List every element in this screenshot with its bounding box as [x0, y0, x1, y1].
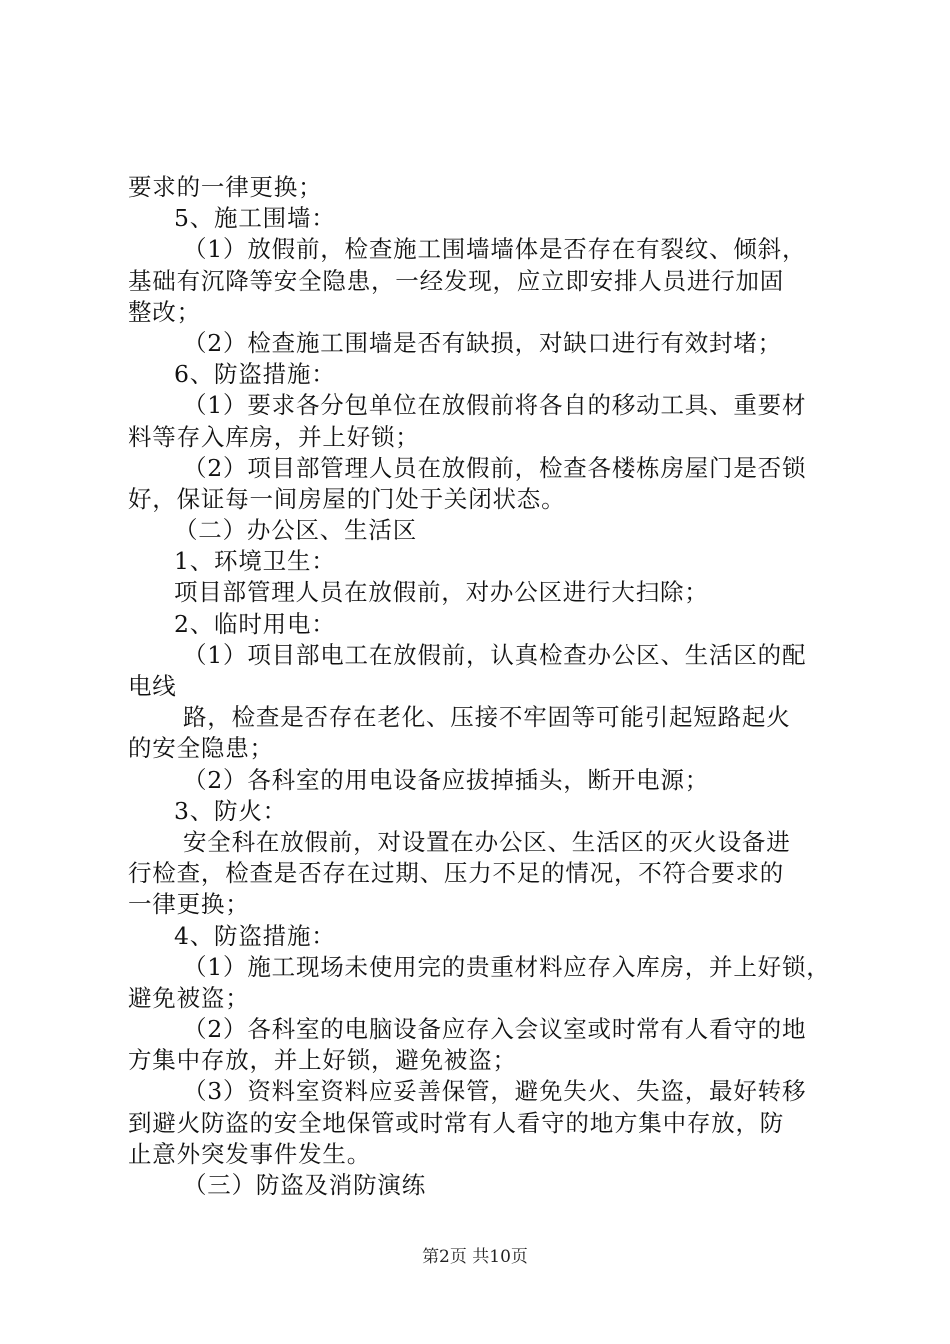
text-line: （2）检查施工围墙是否有缺损，对缺口进行有效封堵；: [183, 328, 782, 357]
text-line: 止意外突发事件发生。: [128, 1139, 371, 1168]
page-footer: 第2页 共10页: [422, 1247, 528, 1267]
text-line: 好，保证每一间房屋的门处于关闭状态。: [128, 484, 566, 513]
text-line: 3、防火：: [174, 796, 287, 825]
text-line: 4、防盗措施：: [174, 921, 336, 950]
text-line: 整改；: [128, 297, 201, 326]
text-line: 路，检查是否存在老化、压接不牢固等可能引起短路起火: [183, 703, 791, 732]
text-line: 要求的一律更换；: [128, 173, 323, 201]
text-line: 料等存入库房，并上好锁；: [128, 422, 420, 451]
text-line: （2）各科室的用电设备应拔掉插头，断开电源；: [183, 765, 710, 794]
text-line: （2）各科室的电脑设备应存入会议室或时常有人看守的地: [183, 1015, 807, 1044]
text-line: 6、防盗措施：: [174, 360, 336, 389]
text-line: （1）放假前，检查施工围墙墙体是否存在有裂纹、倾斜，: [183, 235, 807, 264]
text-line: （三）防盗及消防演练: [183, 1171, 426, 1199]
text-line: 项目部管理人员在放假前，对办公区进行大扫除；: [174, 578, 709, 607]
text-line: 安全科在放假前，对设置在办公区、生活区的灭火设备进: [183, 827, 791, 856]
text-line: 行检查，检查是否存在过期、压力不足的情况，不符合要求的: [128, 859, 785, 888]
text-line: 2、临时用电：: [174, 609, 336, 638]
text-line: 基础有沉降等安全隐患，一经发现，应立即安排人员进行加固: [128, 266, 785, 295]
text-line: 电线: [128, 672, 177, 700]
text-line: 方集中存放，并上好锁，避免被盗；: [128, 1046, 517, 1075]
text-line: （二）办公区、生活区: [174, 516, 417, 545]
text-line: （1）施工现场未使用完的贵重材料应存入库房，并上好锁，: [183, 952, 831, 981]
text-line: 一律更换；: [128, 890, 250, 919]
text-line: 到避火防盗的安全地保管或时常有人看守的地方集中存放，防: [128, 1108, 785, 1137]
text-line: （2）项目部管理人员在放假前，检查各楼栋房屋门是否锁: [183, 453, 807, 482]
text-line: （1）项目部电工在放假前，认真检查办公区、生活区的配: [183, 640, 807, 669]
text-line: 的安全隐患；: [128, 734, 274, 763]
text-line: 1、环境卫生：: [174, 547, 336, 576]
text-line: （3）资料室资料应妥善保管，避免失火、失盗，最好转移: [183, 1077, 807, 1106]
text-line: 避免被盗；: [128, 983, 250, 1012]
document-body: [128, 172, 836, 1201]
text-line: （1）要求各分包单位在放假前将各自的移动工具、重要材: [183, 391, 807, 420]
text-line: 5、施工围墙：: [174, 204, 336, 233]
